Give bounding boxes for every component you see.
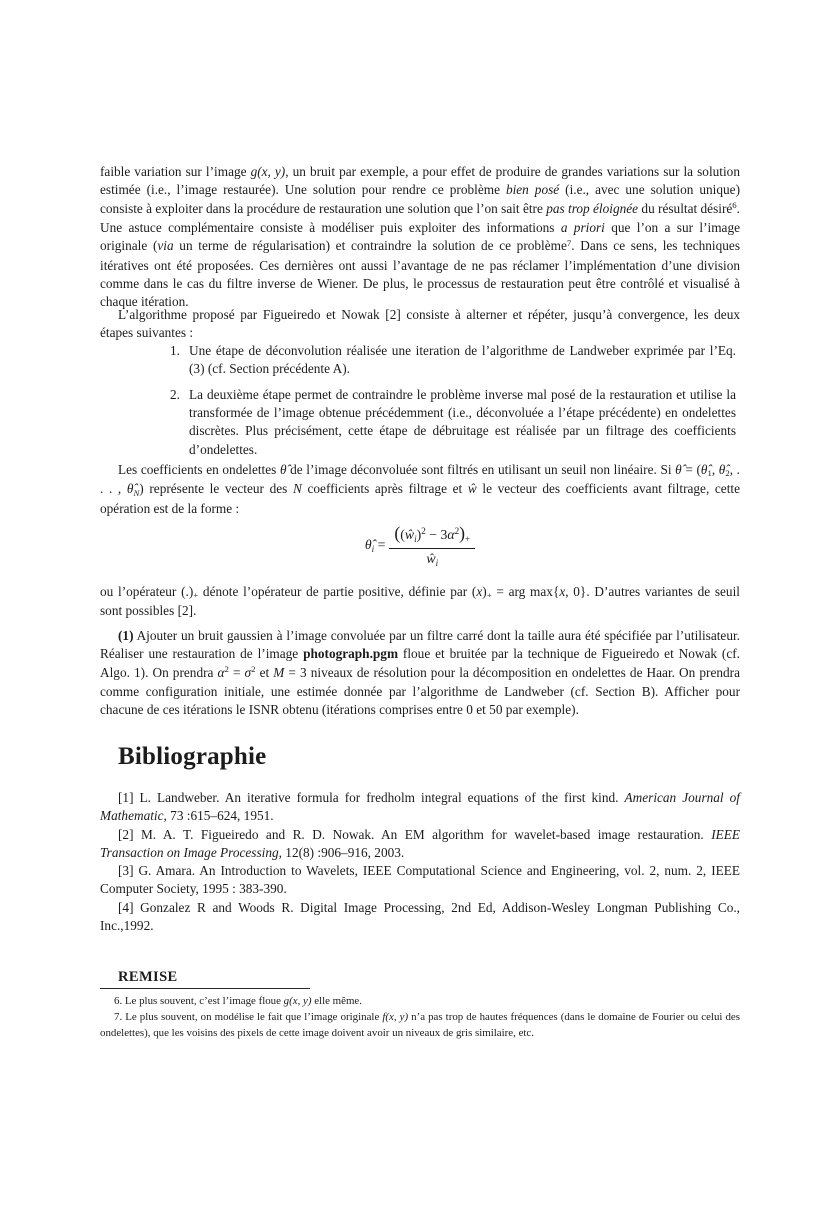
enumerated-list [100, 342, 740, 466]
bibliography-list [100, 789, 740, 935]
equation-numerator: ((ŵi)$^2$ − $3\alpha^2)+$ [389, 523, 475, 549]
equation-denominator: ŵi [426, 551, 439, 568]
footnotes-section [100, 994, 740, 1042]
list-item [100, 342, 740, 379]
list-item-marker: 2. [170, 386, 180, 402]
bibliography-entry: [4] Gonzalez R and Woods R. Digital Image Processing, 2nd Ed, Addison-Wesley Longman Publishing Co., Inc.,1992. [100, 899, 740, 934]
list-item [100, 386, 740, 459]
footnote-separator-rule [100, 988, 310, 989]
bibliography-entry: [3] G. Amara. An Introduction to Wavelets, IEEE Computational Science and Engineering, vol. 2, num. 2, IEEE Computer Society, 1995 : 383-390. [100, 863, 740, 897]
bibliography-entry: [1] L. Landweber. An iterative formula for fredholm integral equations of the first kind. American Journal of Mathematic, 73 :615–624, 1951. [100, 790, 740, 824]
equation-fraction [389, 523, 475, 567]
paragraph-algorithm-intro: L’algorithme proposé par Figueiredo et Nowak [2] consiste à alterner et répéter, jusqu’à convergence, les deux étapes suivantes : [100, 307, 740, 341]
equation-lhs: θ̂i = [364, 537, 386, 554]
paragraph-exercise-1: (1) Ajouter un bruit gaussien à l’image convoluée par un filtre carré dont la taille aura été spécifiée par l’utilisateur. Réaliser une restauration de l’image photograph.pgm floue et bruitée par la technique de Figueiredo et Nowak (cf. Algo. 1). On prendra $\alpha^2 = \sigma^2$ et M = 3 niveaux de résolution pour la décomposition en ondelettes de Haar. On prendra comme configuration initiale, une estimée donnée par l’algorithme de Landweber (cf. Section B). Afficher pour chacune de ces itérations le ISNR obtenu (itérations comprises entre 0 et 50 par exemple). [100, 628, 741, 718]
bibliography-entry: [2] M. A. T. Figueiredo and R. D. Nowak. An EM algorithm for wavelet-based image restauration. IEEE Transaction on Image Processing, 12(8) :906–916, 2003. [100, 826, 740, 860]
list-item-marker: 1. [170, 343, 180, 358]
list-item-text: Une étape de déconvolution réalisée une iteration de l’algorithme de Landweber exprimée par l’Eq. (3) (cf. Section précédente A). [189, 343, 736, 377]
bibliography-heading: Bibliographie [118, 743, 267, 770]
footnote: 7. Le plus souvent, on modélise le fait que l’image originale f(x, y) n’a pas trop de hautes fréquences (dans le domaine de Fourier ou celui des ondelettes), que les voisins des pixels de cette image doivent avoir un niveaux de gris similaire, etc. [100, 1010, 740, 1039]
paragraph-wavelet-coefficients: Les coefficients en ondelettes θ̂ de l’image déconvoluée sont filtrés en utilisant un seuil non linéaire. Si θ̂ = (θ̂1, θ̂2, . . . , θ̂N) représente le vecteur des N coefficients après filtrage et ŵ le vecteur des coefficients avant filtrage, cette opération est de la forme : [100, 462, 741, 516]
equation-block [100, 514, 740, 576]
remise-heading: REMISE [118, 969, 178, 985]
paragraph-positive-part-operator: ou l’opérateur (.)+ dénote l’opérateur de partie positive, définie par (x)+ = arg max{x, 0}. D’autres variantes de seuil sont possibles [2]. [100, 584, 740, 619]
footnote: 6. Le plus souvent, c’est l’image floue g(x, y) elle même. [114, 995, 362, 1007]
list-item-text: La deuxième étape permet de contraindre le problème inverse mal posé de la restauration et utilise la transformée de l’image obtenue précédemment (i.e., déconvoluée a l’étape précédente) en ondelettes discrètes. Plus précisément, cette étape de débruitage est réalisée par un filtrage des coefficients d’ondelettes. [189, 386, 736, 457]
paragraph-continuation: faible variation sur l’image g(x, y), un bruit par exemple, a pour effet de produire de grandes variations sur la solution estimée (i.e., l’image restaurée). Une solution pour rendre ce problème bien posé (i.e., avec une solution unique) consiste à exploiter dans la procédure de restauration une solution que l’on sait être pas trop éloignée du résultat désiré$^6$. Une astuce complémentaire consiste à modéliser puis exploiter des informations a priori que l’on a sur l’image originale (via un terme de régularisation) et contraindre la solution de ce problème$^7$. Dans ce sens, les techniques itératives ont été proposées. Ces dernières ont aussi l’avantage de ne pas réclamer l’implémentation d’une division comme dans le cas du filtre inverse de Wiener. De plus, le processus de restauration peut être contrôlé et visualisé à chaque itération. [100, 164, 741, 310]
